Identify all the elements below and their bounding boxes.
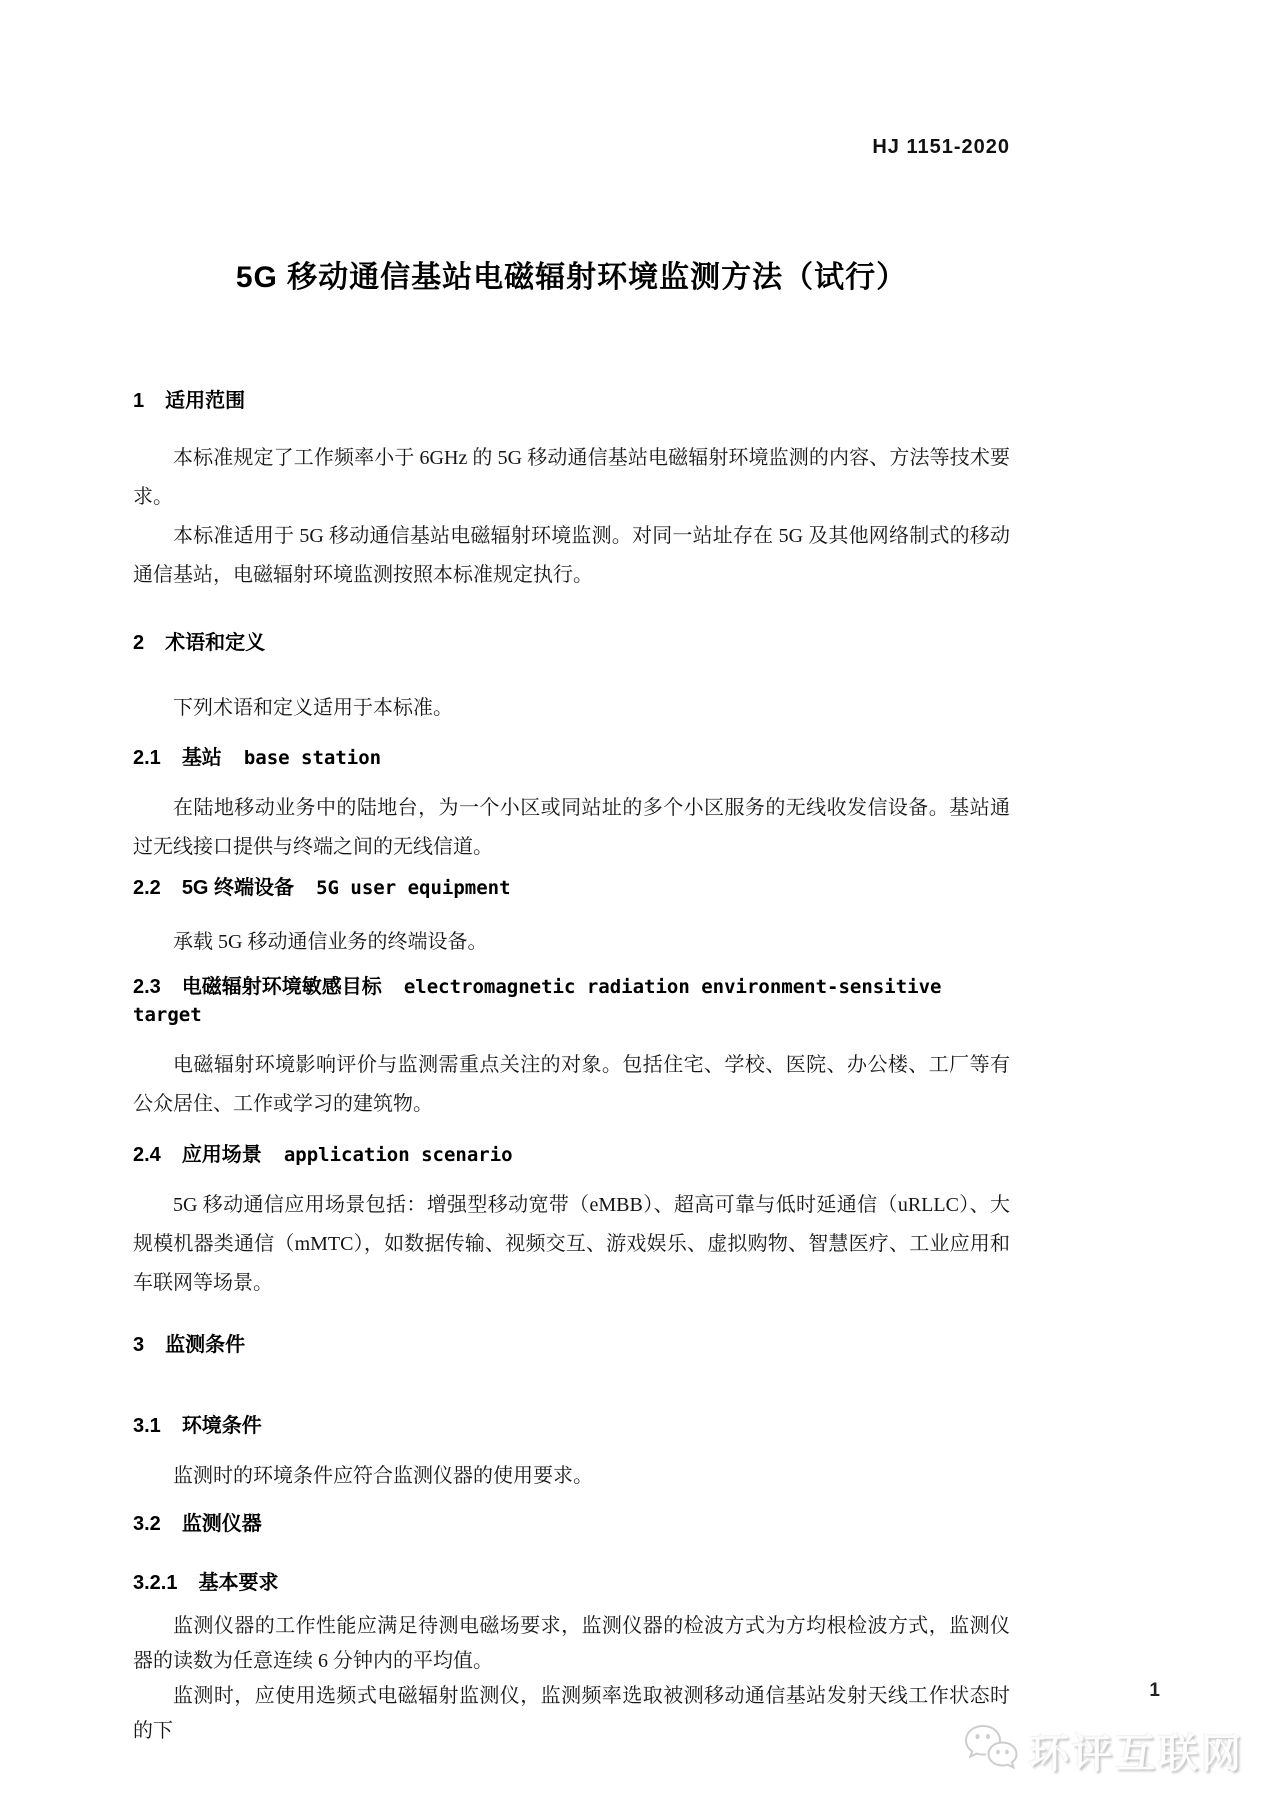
term-number: 2.3 (133, 976, 161, 998)
term-en: 5G user equipment (316, 877, 511, 899)
paragraph: 在陆地移动业务中的陆地台，为一个小区或同站址的多个小区服务的无线收发信设备。基站通过无线接口提供与终端之间的无线信道。 (133, 797, 1010, 858)
paragraph: 承载 5G 移动通信业务的终端设备。 (173, 931, 488, 953)
term-zh: 5G 终端设备 (181, 877, 295, 899)
sub-title: 环境条件 (181, 1415, 262, 1437)
paragraph: 电磁辐射环境影响评价与监测需重点关注的对象。包括住宅、学校、医院、办公楼、工厂等有公众居住、工作或学习的建筑物。 (133, 1054, 1010, 1115)
section-title: 术语和定义 (165, 632, 266, 654)
paragraph: 监测时，应使用选频式电磁辐射监测仪，监测频率选取被测移动通信基站发射天线工作状态时的下 (133, 1685, 1010, 1742)
term-en: application scenario (283, 1144, 513, 1166)
sub-number: 3.2.1 (133, 1572, 178, 1594)
term-heading-2-4 (133, 1141, 1010, 1169)
section-number: 2 (133, 632, 145, 654)
sub-title: 监测仪器 (181, 1513, 262, 1535)
sub-number: 3.2 (133, 1513, 161, 1535)
watermark (963, 1722, 1244, 1779)
sub-heading-3-2-1 (133, 1569, 1010, 1597)
doc-number: HJ 1151-2020 (872, 136, 1010, 158)
section-title: 适用范围 (165, 390, 246, 412)
page-title: 5G 移动通信基站电磁辐射环境监测方法（试行） (235, 261, 908, 294)
section-heading-3 (133, 1331, 1010, 1359)
term-zh: 基站 (181, 747, 222, 769)
sub-title: 基本要求 (198, 1572, 279, 1594)
term-number: 2.4 (133, 1144, 161, 1166)
sub-heading-3-2 (133, 1510, 1010, 1538)
term-en: base station (243, 747, 382, 769)
term-number: 2.1 (133, 747, 161, 769)
sub-heading-3-1 (133, 1412, 1010, 1440)
watermark-text: 环评互联网 (1029, 1732, 1244, 1776)
term-en: electromagnetic radiation environment-sensitive target (133, 976, 942, 1026)
term-zh: 电磁辐射环境敏感目标 (181, 976, 382, 998)
section-heading-1 (133, 387, 1010, 415)
paragraph: 监测时的环境条件应符合监测仪器的使用要求。 (173, 1465, 593, 1487)
paragraph: 本标准规定了工作频率小于 6GHz 的 5G 移动通信基站电磁辐射环境监测的内容、方法等技术要求。 (133, 447, 1010, 508)
section-number: 1 (133, 390, 145, 412)
term-heading-2-2 (133, 874, 1010, 902)
page-number: 1 (1149, 1680, 1160, 1701)
sub-number: 3.1 (133, 1415, 161, 1437)
term-heading-2-1 (133, 744, 1010, 772)
term-number: 2.2 (133, 877, 161, 899)
document-page (133, 0, 1010, 1749)
section-heading-2 (133, 629, 1010, 657)
term-heading-2-3 (133, 973, 1010, 1029)
paragraph: 本标准适用于 5G 移动通信基站电磁辐射环境监测。对同一站址存在 5G 及其他网络制式的移动通信基站，电磁辐射环境监测按照本标准规定执行。 (133, 525, 1010, 586)
paragraph: 下列术语和定义适用于本标准。 (173, 697, 453, 719)
term-zh: 应用场景 (181, 1144, 262, 1166)
section-number: 3 (133, 1334, 145, 1356)
section-title: 监测条件 (165, 1334, 246, 1356)
paragraph: 5G 移动通信应用场景包括：增强型移动宽带（eMBB）、超高可靠与低时延通信（uRLLC）、大规模机器类通信（mMTC），如数据传输、视频交互、游戏娱乐、虚拟购物、智慧医疗、工业应用和车联网等场景。 (133, 1194, 1010, 1294)
paragraph: 监测仪器的工作性能应满足待测电磁场要求，监测仪器的检波方式为方均根检波方式，监测仪器的读数为任意连续 6 分钟内的平均值。 (133, 1615, 1010, 1672)
wechat-icon (963, 1722, 1019, 1779)
